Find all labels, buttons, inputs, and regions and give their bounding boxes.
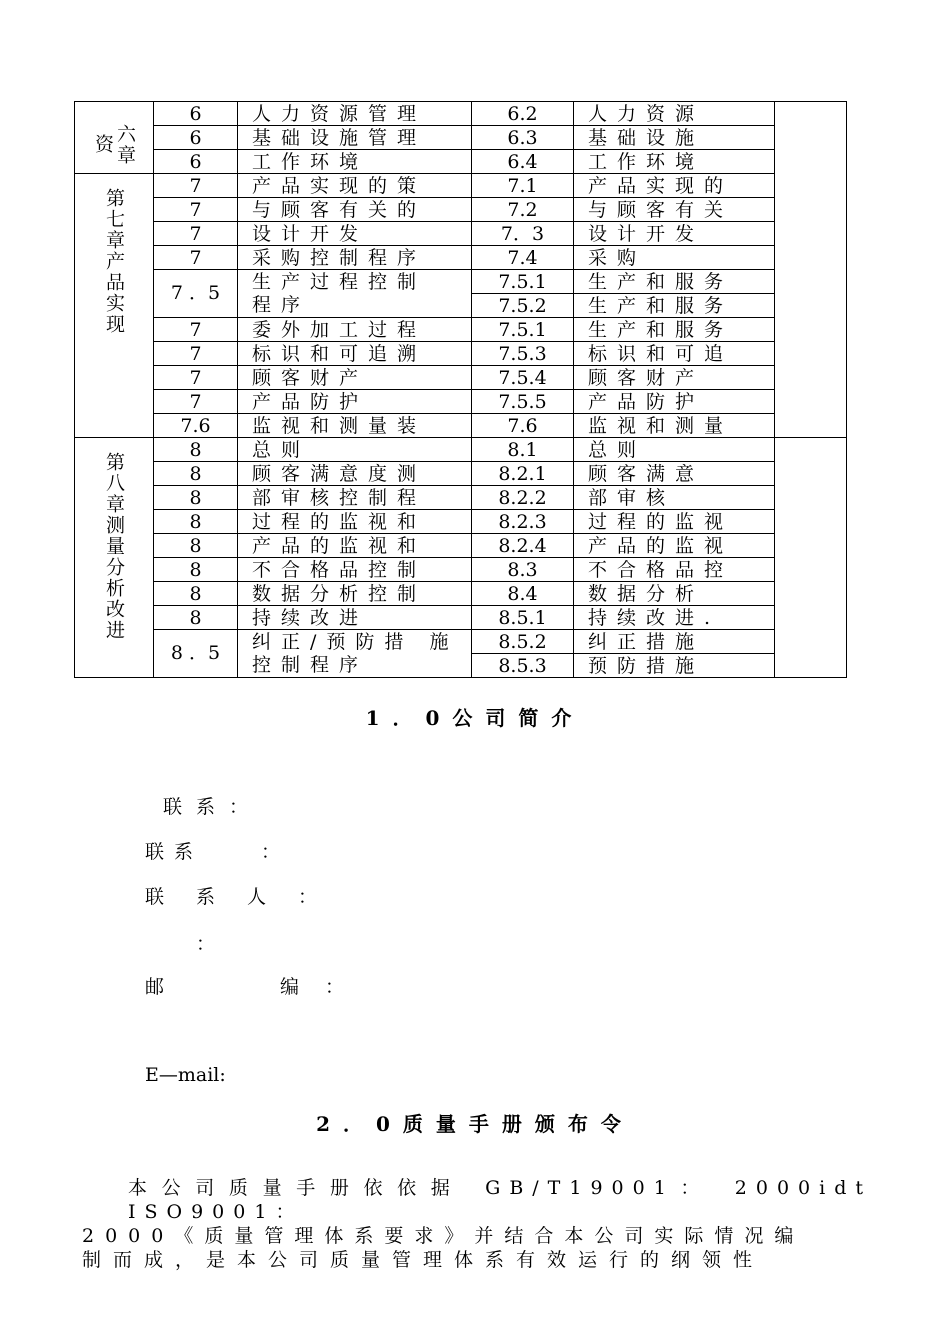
clause-number: 8.2.3	[472, 510, 574, 534]
clause-number: 8.2.2	[472, 486, 574, 510]
table-row	[75, 630, 847, 654]
clause-number: 7.4	[472, 246, 574, 270]
clause-title: 总则	[574, 438, 775, 462]
doc-number: 7	[154, 318, 238, 342]
doc-title: 监视和测量装	[238, 414, 472, 438]
table-row	[75, 270, 847, 294]
doc-number: 7	[154, 366, 238, 390]
doc-title: 产品的监视和	[238, 534, 472, 558]
doc-number: 8 ．5	[154, 630, 238, 678]
table-row	[75, 606, 847, 630]
email-label: E—mail:	[145, 1064, 226, 1086]
chapter-cell	[75, 174, 154, 438]
clause-number: 8.5.1	[472, 606, 574, 630]
clause-number: 7.1	[472, 174, 574, 198]
table-row	[75, 390, 847, 414]
doc-title: 纠正/预防措 施控制程序	[238, 630, 472, 678]
table-row	[75, 462, 847, 486]
clause-title: 顾客满意	[574, 462, 775, 486]
clause-title: 产品实现的	[574, 174, 775, 198]
clause-title: 预防措施	[574, 654, 775, 678]
doc-title: 产品实现的策	[238, 174, 472, 198]
clause-title: 工作环境	[574, 150, 775, 174]
table-row	[75, 366, 847, 390]
contact-label-2: 联系 ：	[145, 841, 291, 863]
section1-heading: 1．0公司简介	[365, 706, 585, 730]
doc-title: 不合格品控制	[238, 558, 472, 582]
table-row	[75, 510, 847, 534]
doc-number: 8	[154, 534, 238, 558]
section2-heading: 2．0质量手册颁布令	[316, 1112, 634, 1136]
clause-number: 7.5.3	[472, 342, 574, 366]
doc-title: 人力资源管理	[238, 102, 472, 126]
contact-label-1: 联系：	[163, 796, 263, 818]
doc-title: 标识和可追溯	[238, 342, 472, 366]
clause-title: 基础设施	[574, 126, 775, 150]
clause-number: 7.2	[472, 198, 574, 222]
clause-title: 过程的监视	[574, 510, 775, 534]
clause-title: 设计开发	[574, 222, 775, 246]
doc-title: 总则	[238, 438, 472, 462]
clause-title: 持续改进.	[574, 606, 775, 630]
table-row	[75, 534, 847, 558]
doc-number: 7	[154, 390, 238, 414]
doc-number: 8	[154, 582, 238, 606]
chapter-label: 六章资	[92, 123, 136, 166]
clause-title: 生产和服务	[574, 270, 775, 294]
clause-number: 7.5.4	[472, 366, 574, 390]
doc-number: 7	[154, 174, 238, 198]
table-row	[75, 558, 847, 582]
clause-title: 生产和服务	[574, 318, 775, 342]
doc-number: 7 ．5	[154, 270, 238, 318]
doc-title: 数据分析控制	[238, 582, 472, 606]
table-row	[75, 102, 847, 126]
blank-label: ：	[196, 933, 230, 955]
chapter-cell	[75, 438, 154, 678]
clause-title: 产品防护	[574, 390, 775, 414]
doc-number: 7.6	[154, 414, 238, 438]
doc-title: 生产过程控制 程序	[238, 270, 472, 318]
doc-number: 8	[154, 438, 238, 462]
table-row	[75, 438, 847, 462]
clause-title: 数据分析	[574, 582, 775, 606]
doc-number: 8	[154, 510, 238, 534]
table-row	[75, 174, 847, 198]
clause-title: 纠正措施	[574, 630, 775, 654]
decree-line-2: 2000《质量管理体系要求》并结合本公司实际情况编	[82, 1225, 805, 1247]
table-row	[75, 318, 847, 342]
clause-number: 7.5.5	[472, 390, 574, 414]
doc-number: 7	[154, 342, 238, 366]
clause-number: 7.5.1	[472, 318, 574, 342]
clause-title: 监视和测量	[574, 414, 775, 438]
table-row	[75, 150, 847, 174]
chapter-label: 第八章测量分析改进	[103, 452, 125, 641]
doc-title: 委外加工过程	[238, 318, 472, 342]
table-row	[75, 222, 847, 246]
doc-title: 产品防护	[238, 390, 472, 414]
doc-title: 持续改进	[238, 606, 472, 630]
doc-title: 工作环境	[238, 150, 472, 174]
clause-number: 8.5.2	[472, 630, 574, 654]
clause-title: 人力资源	[574, 102, 775, 126]
doc-number: 8	[154, 606, 238, 630]
table-row	[75, 414, 847, 438]
doc-title: 顾客满意度测	[238, 462, 472, 486]
table-row	[75, 582, 847, 606]
clause-number: 6.4	[472, 150, 574, 174]
clause-title: 生产和服务	[574, 294, 775, 318]
doc-title: 采购控制程序	[238, 246, 472, 270]
clause-title: 部审核	[574, 486, 775, 510]
decree-line-3: 制而成，是本公司质量管理体系有效运行的纲领性	[82, 1249, 765, 1271]
clause-number: 7．3	[472, 222, 574, 246]
clause-number: 8.5.3	[472, 654, 574, 678]
empty-column	[775, 438, 847, 678]
clause-number: 8.2.4	[472, 534, 574, 558]
clause-number: 7.6	[472, 414, 574, 438]
clause-number: 8.4	[472, 582, 574, 606]
clause-number: 7.5.2	[472, 294, 574, 318]
doc-title: 设计开发	[238, 222, 472, 246]
clause-number: 8.2.1	[472, 462, 574, 486]
doc-title: 顾客财产	[238, 366, 472, 390]
doc-title: 过程的监视和	[238, 510, 472, 534]
doc-number: 8	[154, 558, 238, 582]
table-row	[75, 198, 847, 222]
decree-line-1: 本公司质量手册依依据 GB/T19001： 2000idt ISO9001：	[128, 1177, 872, 1223]
clause-number: 8.3	[472, 558, 574, 582]
clause-title: 顾客财产	[574, 366, 775, 390]
empty-column	[775, 102, 847, 438]
clause-title: 产品的监视	[574, 534, 775, 558]
doc-number: 6	[154, 102, 238, 126]
table-row	[75, 126, 847, 150]
table-row	[75, 246, 847, 270]
chapter-cell	[75, 102, 154, 174]
contact-person-label: 联系人：	[145, 886, 350, 908]
clause-title: 采购	[574, 246, 775, 270]
doc-number: 7	[154, 246, 238, 270]
postcode-label: 邮 编：	[145, 976, 371, 998]
clause-number: 6.2	[472, 102, 574, 126]
doc-number: 7	[154, 198, 238, 222]
doc-title: 与顾客有关的	[238, 198, 472, 222]
doc-number: 6	[154, 150, 238, 174]
clause-title: 与顾客有关	[574, 198, 775, 222]
doc-number: 8	[154, 462, 238, 486]
doc-number: 7	[154, 222, 238, 246]
clause-number: 8.1	[472, 438, 574, 462]
clause-title: 不合格品控	[574, 558, 775, 582]
doc-number: 6	[154, 126, 238, 150]
chapter-label: 第七章产品实现	[103, 188, 125, 335]
toc-table	[74, 101, 847, 678]
doc-title: 基础设施管理	[238, 126, 472, 150]
clause-number: 6.3	[472, 126, 574, 150]
clause-number: 7.5.1	[472, 270, 574, 294]
table-row	[75, 342, 847, 366]
doc-number: 8	[154, 486, 238, 510]
decree-paragraph	[82, 1176, 872, 1272]
table-row	[75, 486, 847, 510]
clause-title: 标识和可追	[574, 342, 775, 366]
doc-title: 部审核控制程	[238, 486, 472, 510]
